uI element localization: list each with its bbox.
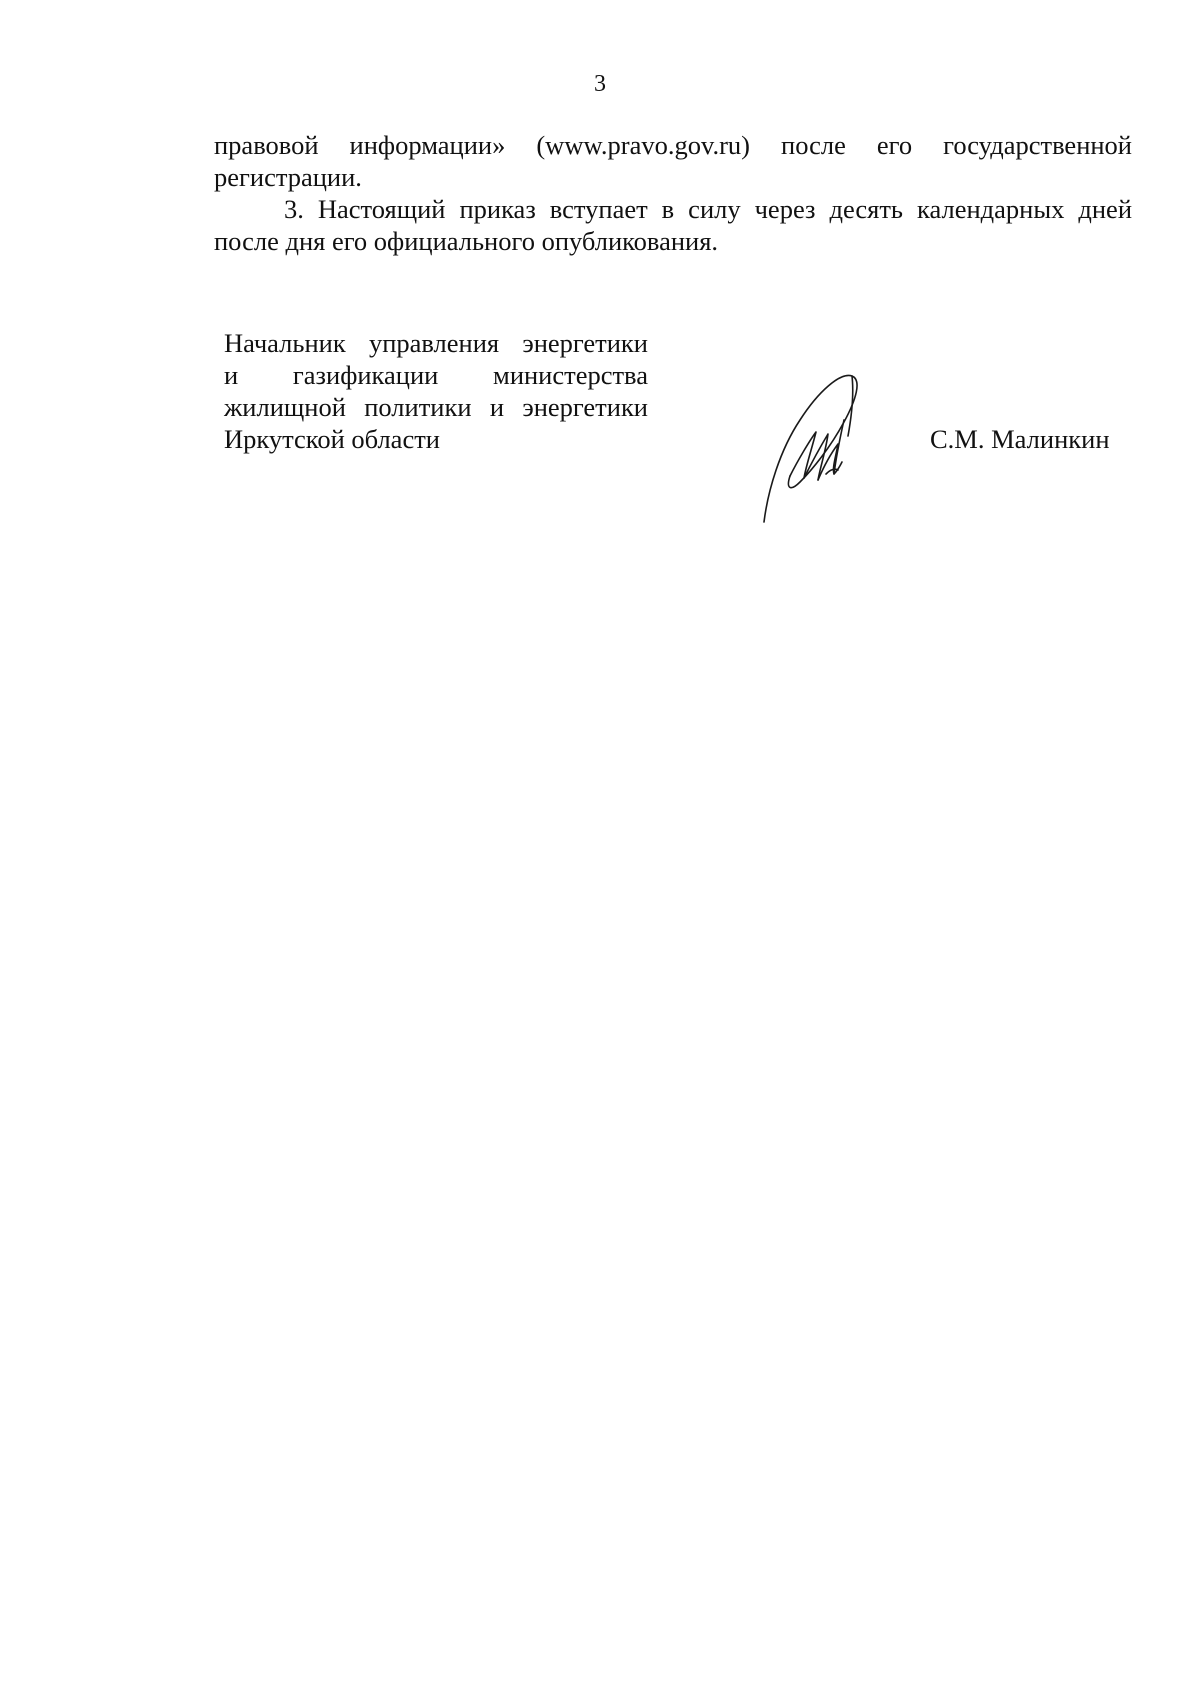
signatory-title [224,327,648,455]
signer-name: С.М. Малинкин [930,424,1110,454]
signatory-title-line: жилищной политики и энергетики [224,392,648,422]
signatory-title-line: и газификации министерства [224,360,648,390]
document-body [214,129,1132,257]
signatory-title-line: Начальник управления энергетики [224,328,648,358]
paragraph-3: 3. Настоящий приказ вступает в силу через десять календарных дней после дня его официального опубликования. [214,194,1132,256]
signatory-title-line: Иркутской области [224,424,440,454]
handwritten-signature-icon [760,370,880,525]
page-number: 3 [594,71,606,97]
paragraph-continued: правовой информации» (www.pravo.gov.ru) после его государственной регистрации. [214,130,1132,192]
